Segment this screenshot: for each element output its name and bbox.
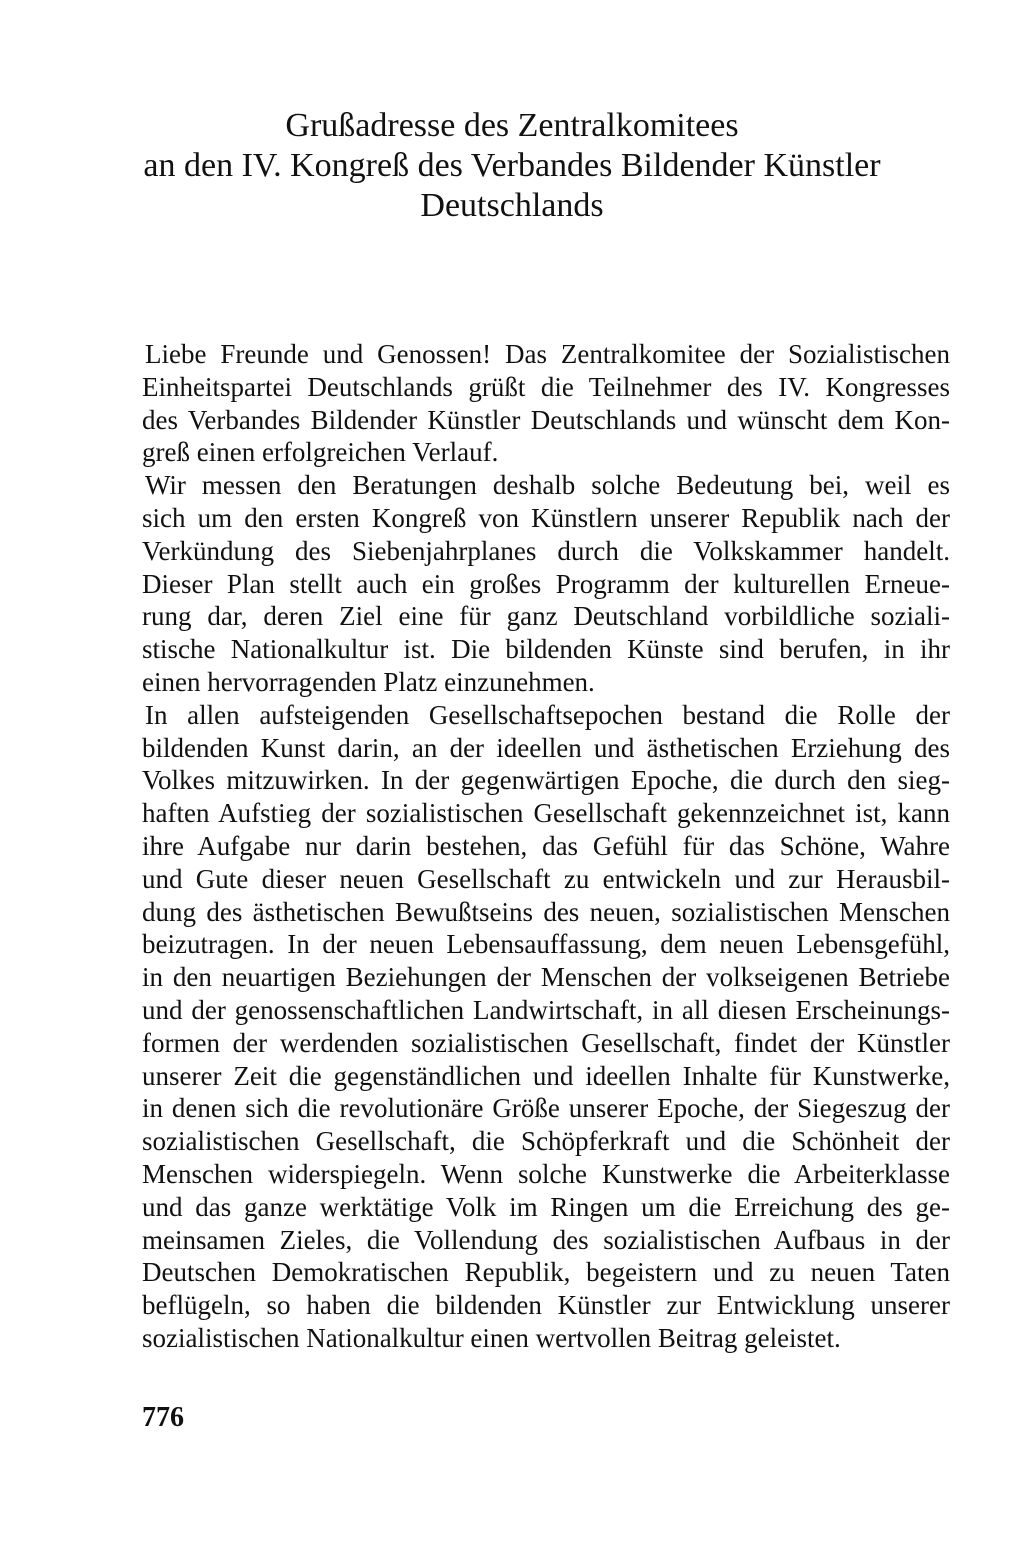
document-title	[100, 106, 924, 226]
text-line: und Gute dieser neuen Gesellschaft zu entwickeln und zur Herausbil-	[142, 863, 950, 894]
text-line: sich um den ersten Kongreß von Künstlern unserer Republik nach der	[142, 502, 950, 533]
paragraph	[142, 338, 950, 469]
text-line: stische Nationalkultur ist. Die bildenden Künste sind berufen, in ihr	[142, 634, 950, 665]
text-line: dung des ästhetischen Bewußtseins des neuen, sozialistischen Menschen	[142, 896, 950, 927]
text-line: in denen sich die revolutionäre Größe unserer Epoche, der Siegeszug der	[142, 1093, 950, 1124]
text-line: Volkes mitzuwirken. In der gegenwärtigen Epoche, die durch den sieg-	[142, 765, 950, 796]
text-line: beflügeln, so haben die bildenden Künstler zur Entwicklung unserer	[142, 1290, 950, 1321]
text-line: in den neuartigen Beziehungen der Menschen der volkseigenen Betriebe	[142, 962, 950, 993]
text-line: sozialistischen Gesellschaft, die Schöpferkraft und die Schönheit der	[142, 1126, 950, 1157]
text-line: Wir messen den Beratungen deshalb solche Bedeutung bei, weil es	[145, 470, 950, 501]
title-line: Grußadresse des Zentralkomitees	[285, 107, 739, 144]
text-line: bildenden Kunst darin, an der ideellen und ästhetischen Erziehung des	[142, 732, 950, 763]
text-line: Einheitspartei Deutschlands grüßt die Teilnehmer des IV. Kongresses	[142, 371, 950, 402]
page-number: 776	[142, 1402, 184, 1433]
text-line: einen hervorragenden Platz einzunehmen.	[142, 666, 595, 697]
text-line: sozialistischen Nationalkultur einen wertvollen Beitrag geleistet.	[142, 1322, 841, 1353]
title-line: an den IV. Kongreß des Verbandes Bildender Künstler	[143, 147, 881, 184]
text-line: und das ganze werktätige Volk im Ringen um die Erreichung des ge-	[142, 1191, 950, 1222]
text-line: beizutragen. In der neuen Lebensauffassung, dem neuen Lebensgefühl,	[142, 929, 950, 960]
text-line: Menschen widerspiegeln. Wenn solche Kunstwerke die Arbeiterklasse	[142, 1158, 950, 1189]
text-line: In allen aufsteigenden Gesellschaftsepochen bestand die Rolle der	[145, 699, 950, 730]
text-line: Deutschen Demokratischen Republik, begeistern und zu neuen Taten	[142, 1257, 950, 1288]
text-line: Dieser Plan stellt auch ein großes Programm der kulturellen Erneue-	[142, 568, 950, 599]
body-text	[142, 338, 950, 1355]
text-line: meinsamen Zieles, die Vollendung des sozialistischen Aufbaus in der	[142, 1224, 950, 1255]
title-line: Deutschlands	[420, 187, 604, 224]
paragraph	[142, 699, 950, 1355]
text-line: Liebe Freunde und Genossen! Das Zentralkomitee der Sozialistischen	[145, 339, 950, 369]
text-line: haften Aufstieg der sozialistischen Gesellschaft gekennzeichnet ist, kann	[142, 798, 950, 829]
text-line: rung dar, deren Ziel eine für ganz Deutschland vorbildliche soziali-	[142, 601, 950, 632]
text-line: Verkündung des Siebenjahrplanes durch die Volkskammer handelt.	[142, 535, 950, 566]
text-line: greß einen erfolgreichen Verlauf.	[142, 437, 499, 468]
text-line: unserer Zeit die gegenständlichen und ideellen Inhalte für Kunstwerke,	[142, 1060, 950, 1091]
text-line: des Verbandes Bildender Künstler Deutschlands und wünscht dem Kon-	[142, 404, 950, 435]
paragraph	[142, 469, 950, 699]
text-line: ihre Aufgabe nur darin bestehen, das Gefühl für das Schöne, Wahre	[142, 830, 950, 861]
text-line: und der genossenschaftlichen Landwirtschaft, in all diesen Erscheinungs-	[142, 994, 950, 1025]
text-line: formen der werdenden sozialistischen Gesellschaft, findet der Künstler	[142, 1027, 950, 1058]
